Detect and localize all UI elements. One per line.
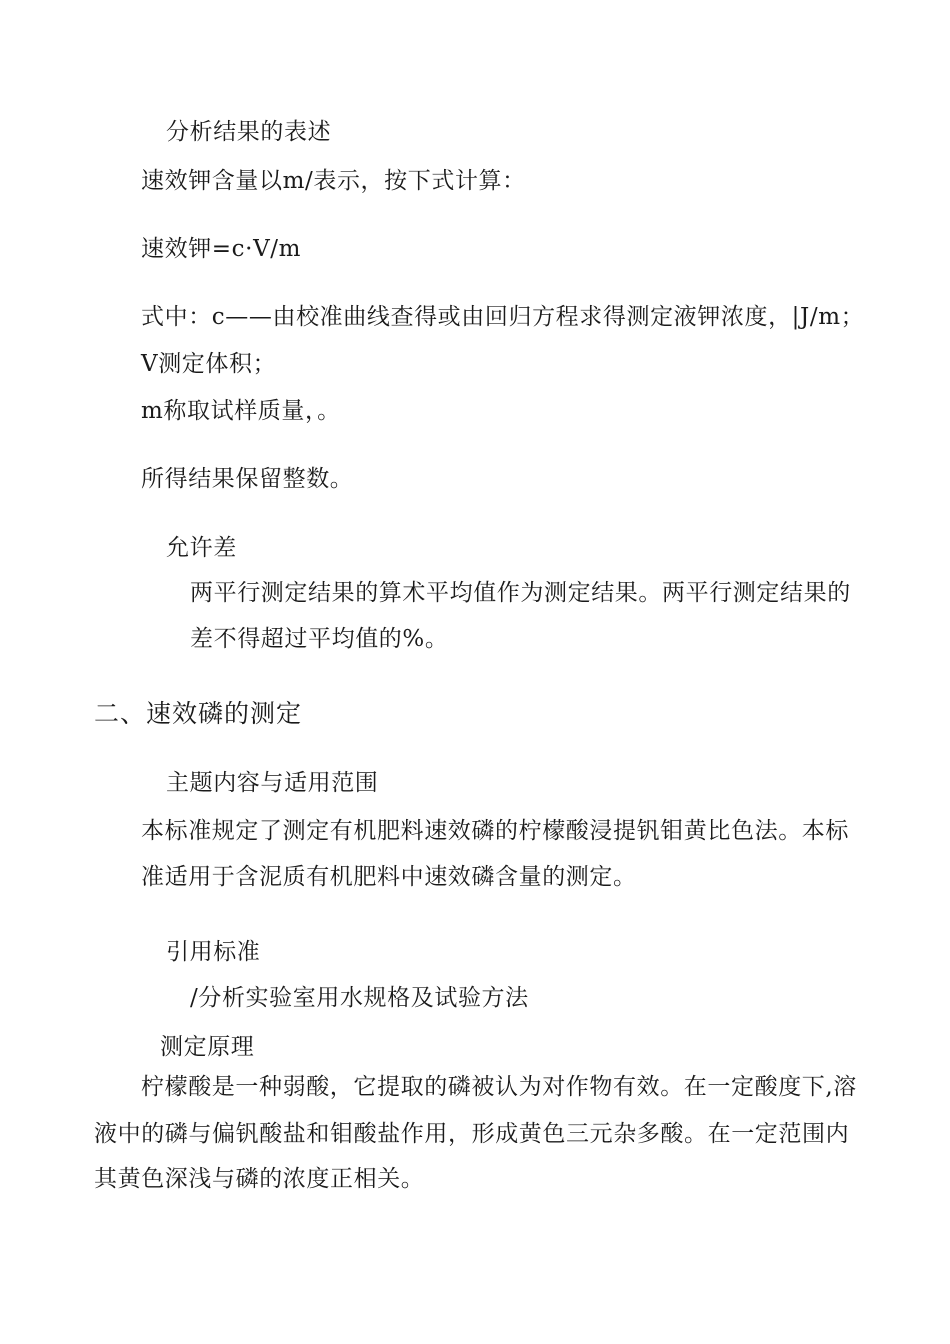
section-title-phosphorus: 二、速效磷的测定: [94, 699, 303, 728]
principle-text-line2: 液中的磷与偏钒酸盐和钼酸盐作用，形成黄色三元杂多酸。在一定范围内: [94, 1121, 850, 1147]
scope-text-line1: 本标准规定了测定有机肥料速效磷的柠檬酸浸提钒钼黄比色法。本标: [141, 818, 849, 844]
rounding-note: 所得结果保留整数。: [141, 466, 354, 492]
heading-references: 引用标准: [166, 939, 261, 965]
reference-item: /分析实验室用水规格及试验方法: [190, 985, 529, 1011]
heading-results-expression: 分析结果的表述: [166, 119, 332, 145]
intro-text: 速效钾含量以m/表示，按下式计算：: [141, 168, 526, 194]
formula: 速效钾=c·V/m: [141, 236, 302, 262]
tolerance-text-line1: 两平行测定结果的算术平均值作为测定结果。两平行测定结果的: [190, 580, 851, 606]
variable-v-definition: V测定体积；: [141, 351, 277, 377]
principle-text-line1: 柠檬酸是一种弱酸，它提取的磷被认为对作物有效。在一定酸度下,溶: [141, 1074, 857, 1100]
scope-text-line2: 准适用于含泥质有机肥料中速效磷含量的测定。: [141, 864, 637, 890]
heading-principle: 测定原理: [160, 1034, 255, 1060]
variable-m-definition: m称取试样质量，。: [141, 398, 341, 424]
heading-tolerance: 允许差: [166, 535, 237, 561]
principle-text-line3: 其黄色深浅与磷的浓度正相关。: [94, 1166, 425, 1192]
variable-c-definition: 式中：c——由校准曲线查得或由回归方程求得测定液钾浓度，|J/m；: [141, 304, 865, 330]
tolerance-text-line2: 差不得超过平均值的%。: [190, 626, 449, 652]
heading-scope: 主题内容与适用范围: [166, 770, 379, 796]
